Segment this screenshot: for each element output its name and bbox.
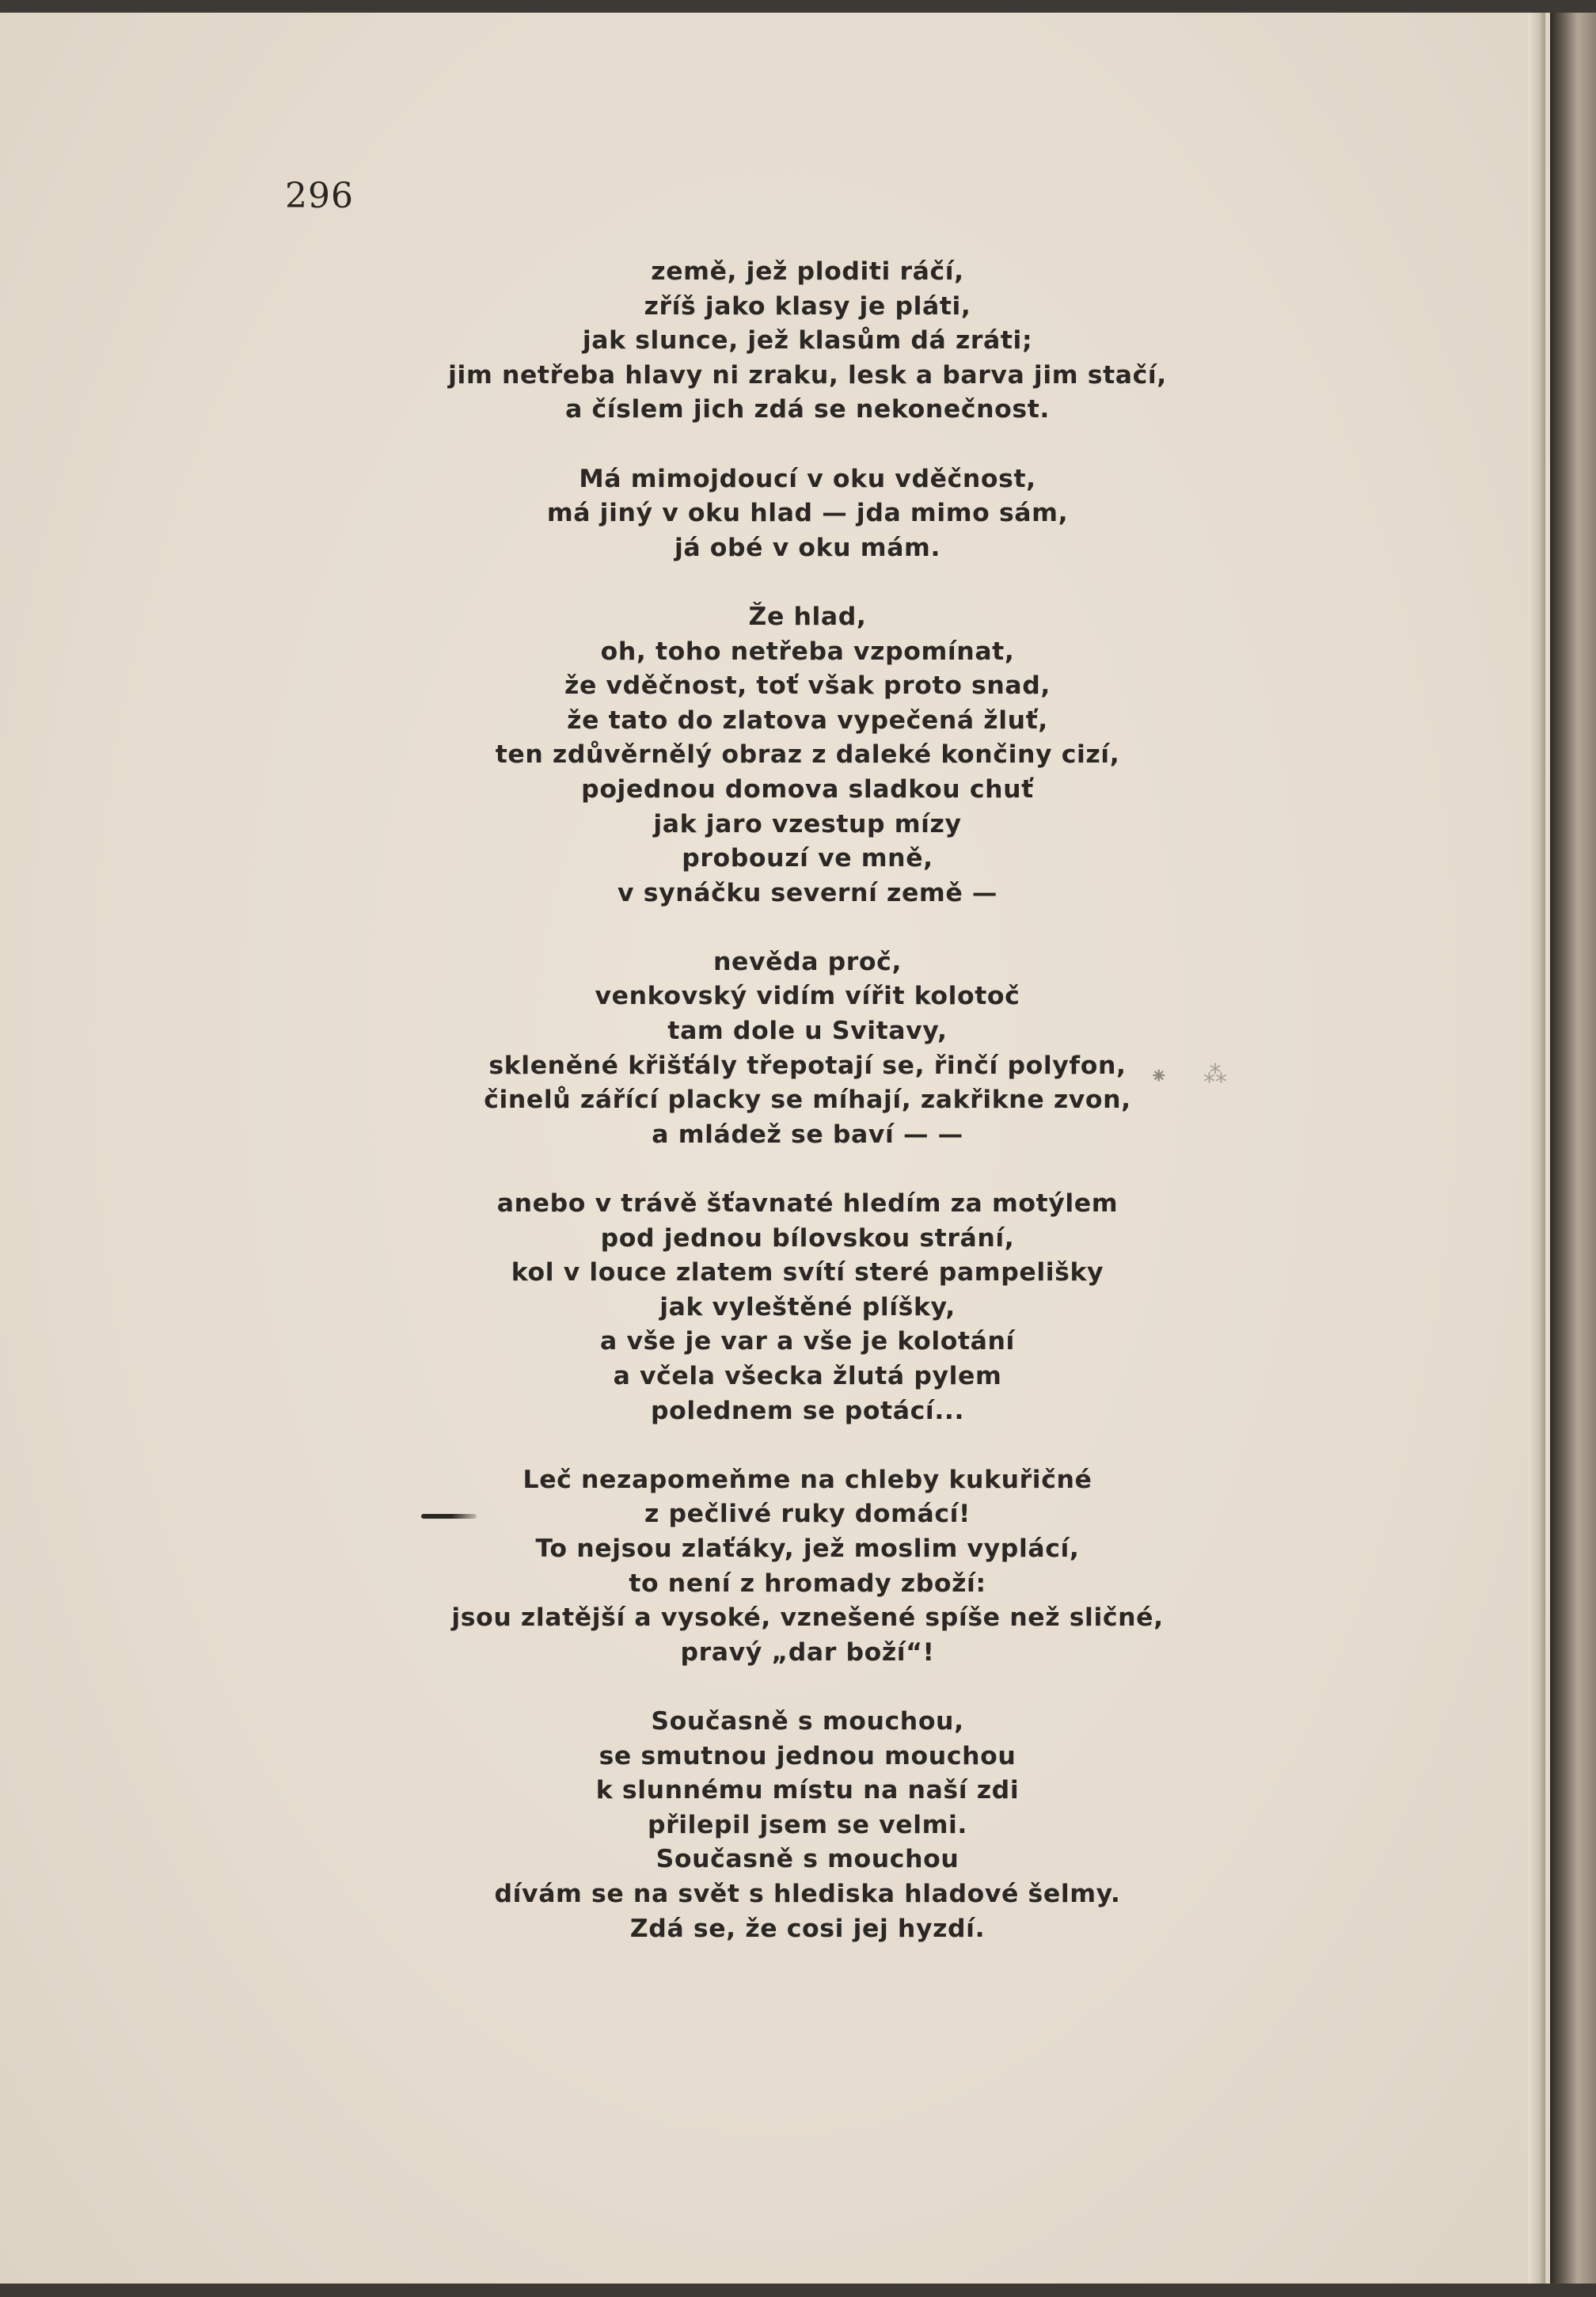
poem-line: Že hlad, bbox=[748, 602, 867, 631]
poem-line: oh, toho netřeba vzpomínat, bbox=[600, 637, 1015, 666]
poem-line: a včela všecka žlutá pylem bbox=[613, 1362, 1002, 1390]
poem-line: anebo v trávě šťavnaté hledím za motýlem bbox=[496, 1189, 1119, 1219]
poem-line: tam dole u Svitavy, bbox=[667, 1017, 948, 1046]
poem-line: a mládež se baví — — bbox=[652, 1120, 963, 1149]
poem-line: jak jaro vzestup mízy bbox=[653, 809, 962, 839]
poem-line: polednem se potácí... bbox=[650, 1396, 965, 1425]
poem-line: pod jednou bílovskou strání, bbox=[600, 1223, 1015, 1253]
page-edge-shadow bbox=[1528, 13, 1545, 2285]
poem-line: přilepil jsem se velmi. bbox=[647, 1810, 967, 1839]
poem-line: má jiný v oku hlad — jda mimo sám, bbox=[546, 499, 1069, 528]
poem-line: pravý „dar boží“! bbox=[680, 1637, 935, 1667]
poem-line: probouzí ve mně, bbox=[682, 844, 933, 873]
page-number: 296 bbox=[285, 176, 354, 216]
stanza bbox=[412, 1463, 1203, 1671]
ink-smudge-mark: ⁂ bbox=[1203, 1061, 1227, 1089]
poem-line: to není z hromady zboží: bbox=[629, 1569, 986, 1598]
poem-body bbox=[412, 255, 1203, 1946]
poem-line: Leč nezapomeňme na chleby kukuřičné bbox=[522, 1465, 1092, 1494]
poem-line: a vše je var a vše je kolotání bbox=[600, 1327, 1015, 1356]
poem-line: Má mimojdoucí v oku vděčnost, bbox=[579, 464, 1036, 493]
ink-smudge-mark: ⁕ bbox=[1150, 1063, 1168, 1089]
poem-line: ten zdůvěrnělý obraz z daleké končiny cizí, bbox=[495, 740, 1120, 770]
poem-line: se smutnou jednou mouchou bbox=[598, 1741, 1016, 1770]
poem-line: Současně s mouchou bbox=[656, 1845, 960, 1874]
poem-line: jsou zlatější a vysoké, vznešené spíše než sličné, bbox=[451, 1603, 1164, 1633]
stanza bbox=[412, 255, 1203, 428]
poem-line: já obé v oku mám. bbox=[674, 533, 941, 562]
poem-line: z pečlivé ruky domácí! bbox=[644, 1500, 971, 1529]
stanza bbox=[412, 945, 1203, 1153]
poem-line: kol v louce zlatem svítí steré pampelišky bbox=[511, 1258, 1104, 1287]
poem-line: jak slunce, jež klasům dá zráti; bbox=[582, 326, 1033, 356]
ink-stroke-mark bbox=[421, 1514, 477, 1519]
poem-line: jim netřeba hlavy ni zraku, lesk a barva jim stačí, bbox=[448, 360, 1167, 390]
poem-line: To nejsou zlaťáky, jež moslim vyplácí, bbox=[535, 1534, 1080, 1563]
scan-bottom-border bbox=[0, 2284, 1596, 2297]
poem-line: že vděčnost, toť však proto snad, bbox=[564, 671, 1051, 701]
poem-line: že tato do zlatova vypečená žluť, bbox=[567, 705, 1048, 735]
stanza bbox=[412, 462, 1203, 566]
poem-line: nevěda proč, bbox=[712, 947, 902, 976]
book-gutter bbox=[1550, 13, 1596, 2285]
poem-line: dívám se na svět s hlediska hladové šelmy. bbox=[494, 1879, 1121, 1908]
poem-line: zříš jako klasy je pláti, bbox=[644, 291, 971, 321]
poem-line: pojednou domova sladkou chuť bbox=[581, 774, 1034, 804]
poem-line: v synáčku severní země — bbox=[618, 878, 998, 907]
stanza bbox=[412, 1705, 1203, 1946]
poem-line: Zdá se, že cosi jej hyzdí. bbox=[629, 1914, 986, 1943]
poem-line: k slunnému místu na naší zdi bbox=[595, 1776, 1020, 1805]
poem-line: venkovský vidím vířit kolotoč bbox=[595, 982, 1020, 1011]
poem-line: země, jež ploditi ráčí, bbox=[651, 257, 964, 286]
poem-line: a číslem jich zdá se nekonečnost. bbox=[565, 395, 1050, 424]
poem-line: skleněné křišťály třepotají se, řinčí polyfon, bbox=[488, 1051, 1127, 1080]
stanza bbox=[412, 1187, 1203, 1428]
poem-line: činelů zářící placky se míhají, zakřikne zvon, bbox=[484, 1086, 1131, 1115]
poem-line: Současně s mouchou, bbox=[651, 1706, 964, 1736]
poem-line: jak vyleštěné plíšky, bbox=[659, 1292, 956, 1322]
stanza bbox=[412, 600, 1203, 911]
